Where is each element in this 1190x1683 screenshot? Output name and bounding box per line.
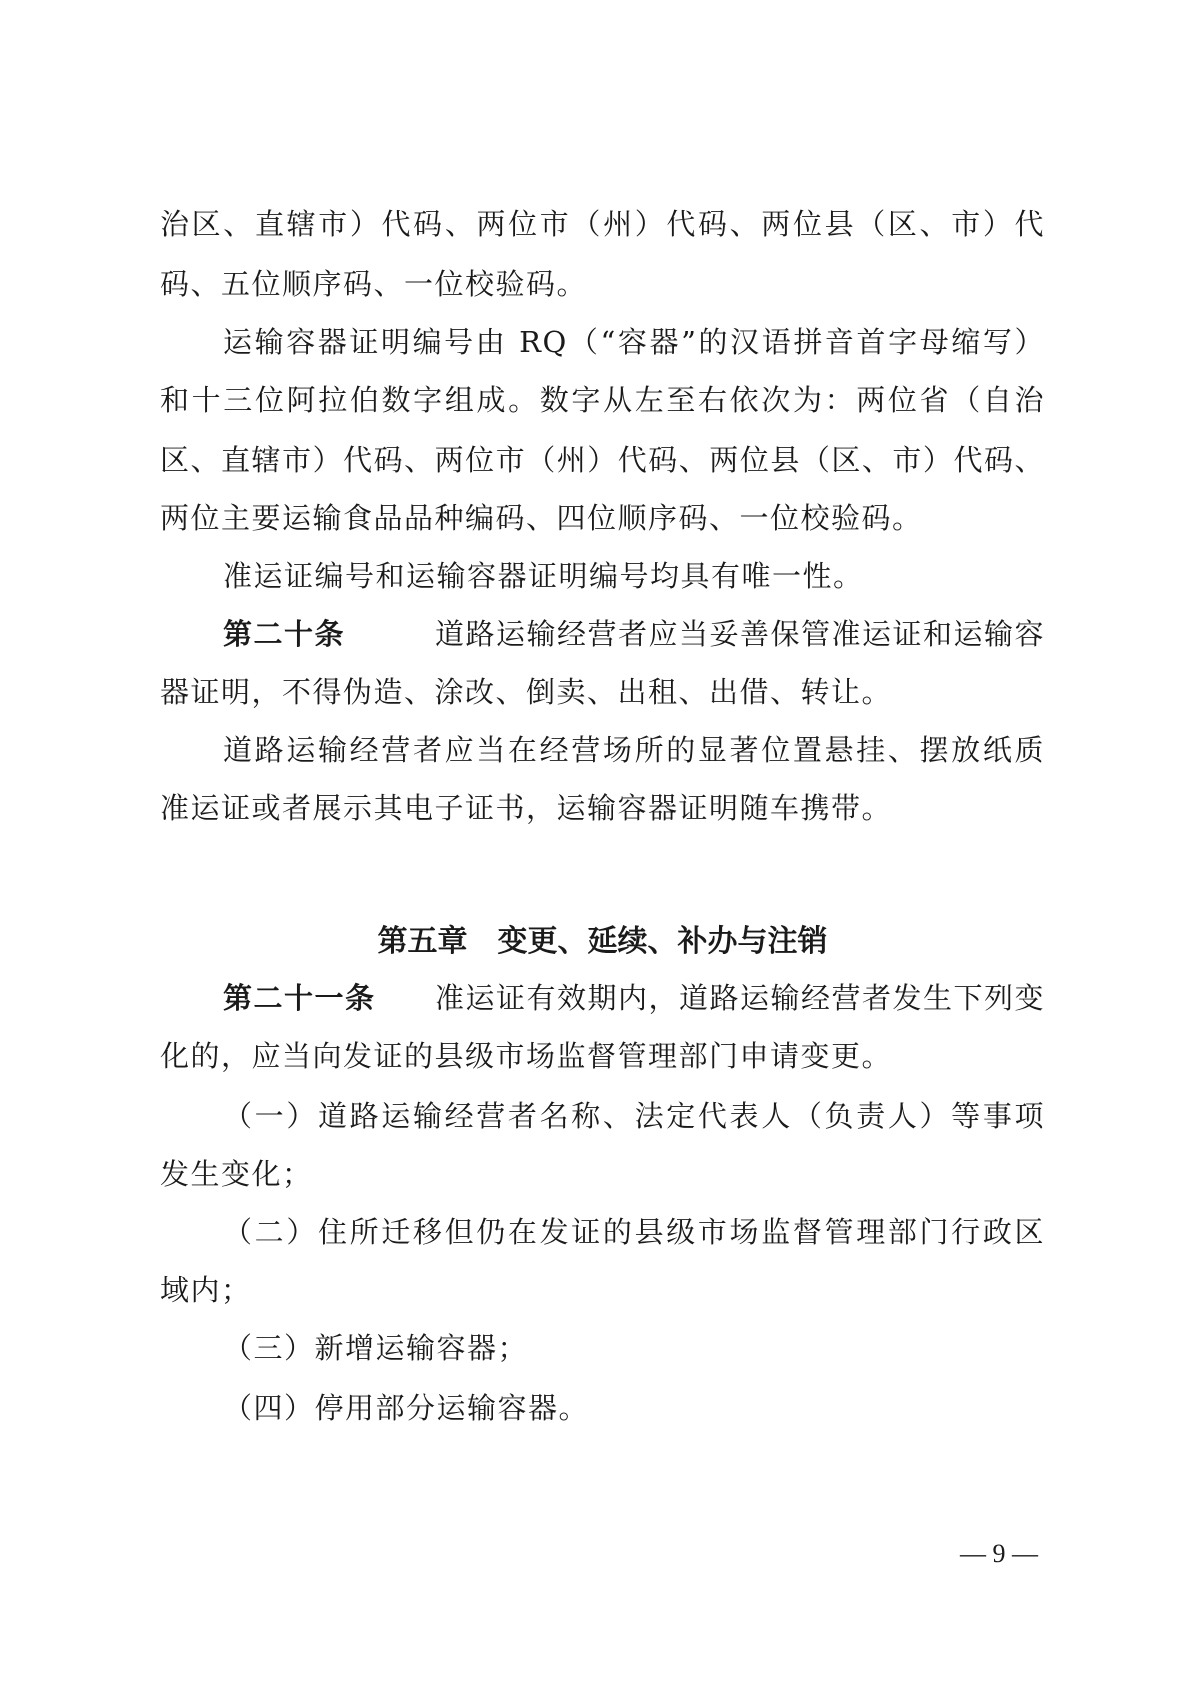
text-line: 道路运输经营者应当在经营场所的显著位置悬挂、摆放纸质	[223, 733, 1045, 767]
text-line: 器证明，不得伪造、涂改、倒卖、出租、出借、转让。	[160, 675, 893, 709]
chapter-heading: 第五章 变更、延续、补办与注销	[377, 924, 828, 959]
list-item: （二）住所迁移但仍在发证的县级市场监督管理部门行政区	[223, 1215, 1045, 1249]
text-line: 码、五位顺序码、一位校验码。	[160, 267, 588, 301]
article-20-line	[223, 614, 1045, 654]
text-line: 准运证编号和运输容器证明编号均具有唯一性。	[223, 559, 864, 593]
list-item: （四）停用部分运输容器。	[223, 1391, 590, 1425]
article-21-line	[223, 978, 1045, 1018]
text-line: 发生变化；	[160, 1157, 313, 1191]
article-21-text: 准运证有效期内，道路运输经营者发生下列变	[434, 981, 1045, 1015]
article-20-label: 第二十条	[223, 617, 346, 651]
text-line: 两位主要运输食品品种编码、四位顺序码、一位校验码。	[160, 501, 923, 535]
text-line: 域内；	[160, 1273, 252, 1307]
page-number: — 9 —	[960, 1539, 1038, 1568]
article-21-label: 第二十一条	[223, 981, 376, 1015]
text-line: 和十三位阿拉伯数字组成。数字从左至右依次为：两位省（自治	[160, 383, 1045, 417]
text-line: 治区、直辖市）代码、两位市（州）代码、两位县（区、市）代	[160, 207, 1045, 241]
text-line: 化的，应当向发证的县级市场监督管理部门申请变更。	[160, 1039, 893, 1073]
list-item: （一）道路运输经营者名称、法定代表人（负责人）等事项	[223, 1099, 1045, 1133]
text-line: 运输容器证明编号由 RQ（“容器”的汉语拼音首字母缩写）	[223, 325, 1045, 359]
article-20-text: 道路运输经营者应当妥善保管准运证和运输容	[434, 617, 1045, 651]
list-item: （三）新增运输容器；	[223, 1331, 529, 1365]
text-line: 区、直辖市）代码、两位市（州）代码、两位县（区、市）代码、	[160, 443, 1045, 477]
text-line: 准运证或者展示其电子证书，运输容器证明随车携带。	[160, 791, 893, 825]
